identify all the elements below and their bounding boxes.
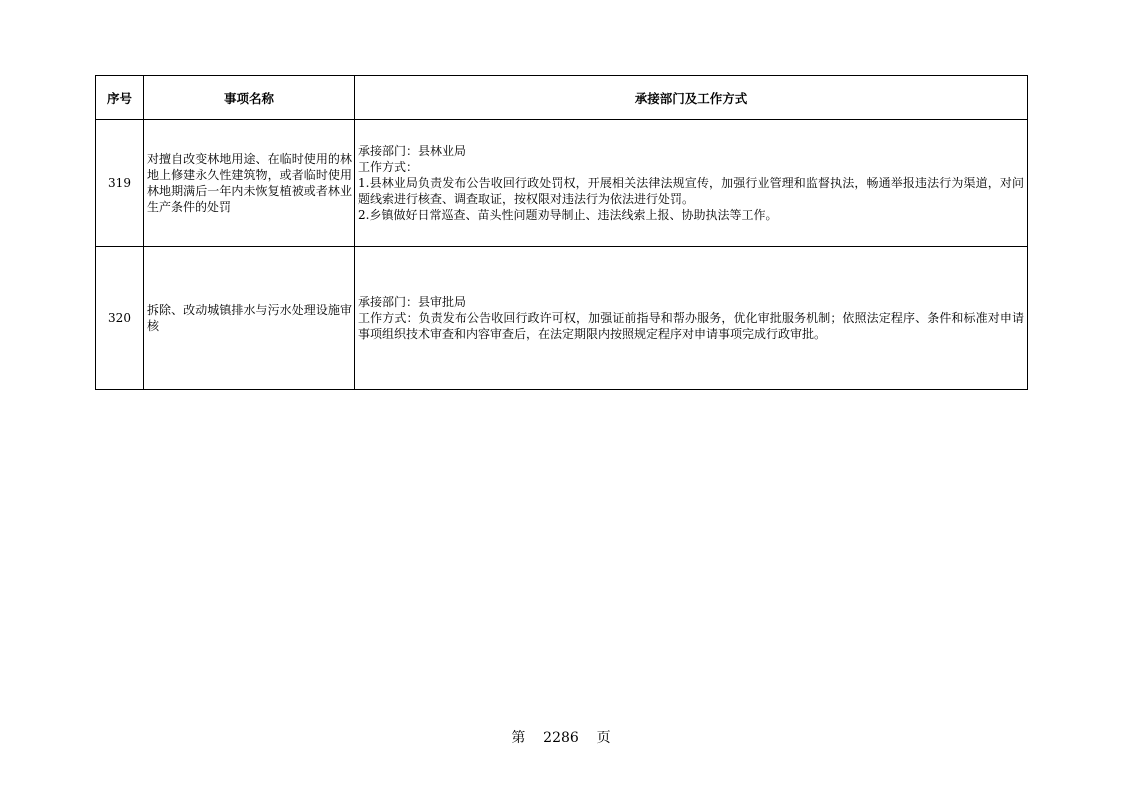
row-number: 320: [96, 247, 144, 390]
page-number: 2286: [543, 730, 579, 746]
header-no: 序号: [96, 76, 144, 120]
dept-method-cell: [355, 120, 1028, 247]
method-item: 2.乡镇做好日常巡查、苗头性问题劝导制止、违法线索上报、协助执法等工作。: [358, 208, 778, 222]
table-header-row: [96, 76, 1028, 120]
dept-line: 承接部门：县审批局: [358, 295, 467, 309]
matter-name: 拆除、改动城镇排水与污水处理设施审核: [144, 247, 355, 390]
row-number: 319: [96, 120, 144, 247]
dept-method-cell: [355, 247, 1028, 390]
page-prefix: 第: [511, 730, 526, 746]
dept-line: 承接部门：县林业局: [358, 144, 467, 158]
method-item: 1.县林业局负责发布公告收回行政处罚权，开展相关法律法规宣传，加强行业管理和监督执法，畅通举报违法行为渠道，对问题线索进行核查、调查取证，按权限对违法行为依法进行处罚。: [358, 176, 1024, 206]
method-label: 工作方式：: [358, 160, 419, 174]
page-suffix: 页: [596, 730, 611, 746]
header-name: 事项名称: [144, 76, 355, 120]
table-row: [96, 247, 1028, 390]
method-item: 工作方式：负责发布公告收回行政许可权，加强证前指导和帮办服务，优化审批服务机制；依照法定程序、条件和标准对申请事项组织技术审查和内容审查后，在法定期限内按照规定程序对申请事项完成行政审批。: [358, 311, 1024, 341]
table-row: [96, 120, 1028, 247]
header-dept: 承接部门及工作方式: [355, 76, 1028, 120]
matter-name: 对擅自改变林地用途、在临时使用的林地上修建永久性建筑物，或者临时使用林地期满后一年内未恢复植被或者林业生产条件的处罚: [144, 120, 355, 247]
page-footer: [0, 727, 1122, 747]
matters-table: [95, 75, 1028, 390]
